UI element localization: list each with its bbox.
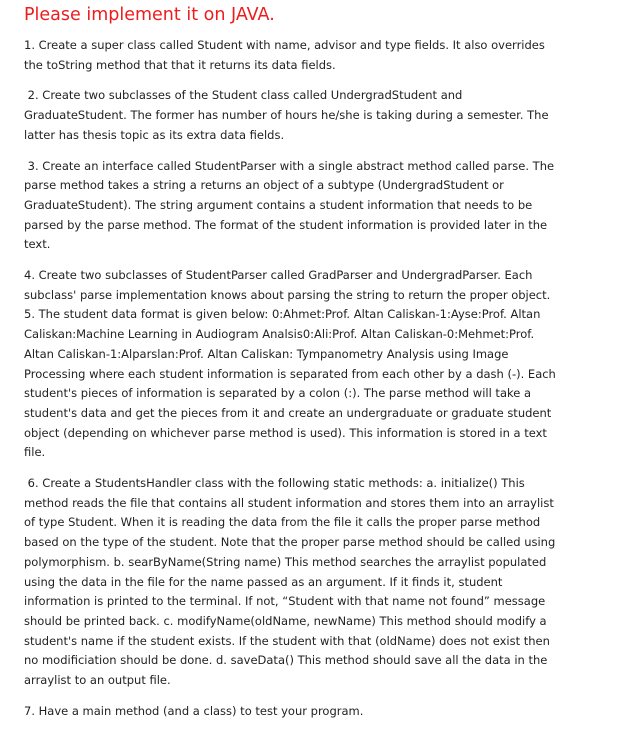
paragraph-gap <box>24 75 600 86</box>
text-line: 5. The student data format is given below: 0:Ahmet:Prof. Altan Caliskan-1:Ayse:Prof. Altan <box>24 307 541 322</box>
paragraph-6 <box>24 702 600 722</box>
paragraph-4 <box>24 266 600 463</box>
paragraph-gap <box>24 146 600 157</box>
document-body <box>24 36 600 722</box>
text-line: no modificiation should be done. d. saveData() This method should save all the data in the <box>24 653 548 668</box>
text-line: using the data in the file for the name passed as an argument. If it finds it, student <box>24 574 503 589</box>
text-line: GraduateStudent). The string argument contains a student information that needs to be <box>24 197 533 212</box>
text-line: object (depending on whichever parse method is used). This information is stored in a text <box>24 425 547 440</box>
text-line: Caliskan:Machine Learning in Audiogram Analsis0:Ali:Prof. Altan Caliskan-0:Mehmet:Prof. <box>24 327 535 342</box>
text-line: polymorphism. b. searByName(String name) This method searches the arraylist populated <box>24 554 547 569</box>
text-line: Altan Caliskan-1:Alparslan:Prof. Altan Caliskan: Tympanometry Analysis using Image <box>24 346 509 361</box>
text-line: arraylist to an output file. <box>24 673 171 688</box>
text-line: latter has thesis topic as its extra data fields. <box>24 127 285 142</box>
paragraph-1 <box>24 36 600 75</box>
text-line: parse method takes a string a returns an object of a subtype (UndergradStudent or <box>24 178 504 193</box>
text-line: 3. Create an interface called StudentParser with a single abstract method called parse. The <box>24 158 555 173</box>
text-line: student's name if the student exists. If the student with that (oldName) does not exist then <box>24 633 550 648</box>
text-line: Processing where each student information is separated from each other by a dash (-). Each <box>24 366 556 381</box>
paragraph-2 <box>24 86 600 145</box>
text-line: student's pieces of information is separated by a colon (:). The parse method will take a <box>24 386 532 401</box>
paragraph-gap <box>24 255 600 266</box>
paragraph-gap <box>24 463 600 474</box>
document <box>24 4 600 722</box>
text-line: subclass' parse implementation knows about parsing the string to return the proper object. <box>24 287 551 302</box>
text-line: student's data and get the pieces from it and create an undergraduate or graduate student <box>24 405 552 420</box>
text-line: of type Student. When it is reading the data from the file it calls the proper parse method <box>24 515 541 530</box>
text-line: 6. Create a StudentsHandler class with the following static methods: a. initialize() This <box>24 476 525 491</box>
text-line: information is printed to the terminal. If not, “Student with that name not found” message <box>24 594 546 609</box>
text-line: GraduateStudent. The former has number of hours he/she is taking during a semester. The <box>24 108 549 123</box>
page-title: Please implement it on JAVA. <box>24 5 275 25</box>
text-line: method reads the file that contains all student information and stores them into an arraylist <box>24 495 554 510</box>
text-line: 2. Create two subclasses of the Student class called UndergradStudent and <box>24 88 463 103</box>
paragraph-gap <box>24 691 600 702</box>
text-line: 1. Create a super class called Student with name, advisor and type fields. It also overrides <box>24 38 545 52</box>
text-line: should be printed back. c. modifyName(oldName, newName) This method should modify a <box>24 613 547 628</box>
text-line: the toString method that that it returns its data fields. <box>24 57 336 72</box>
paragraph-3 <box>24 157 600 256</box>
text-line: text. <box>24 237 51 252</box>
text-line: file. <box>24 445 46 460</box>
text-line: parsed by the parse method. The format of the student information is provided later in the <box>24 217 548 232</box>
text-line: based on the type of the student. Note that the proper parse method should be called using <box>24 535 556 550</box>
paragraph-5 <box>24 474 600 691</box>
text-line: 7. Have a main method (and a class) to test your program. <box>24 703 364 718</box>
text-line: 4. Create two subclasses of StudentParser called GradParser and UndergradParser. Each <box>24 268 533 283</box>
